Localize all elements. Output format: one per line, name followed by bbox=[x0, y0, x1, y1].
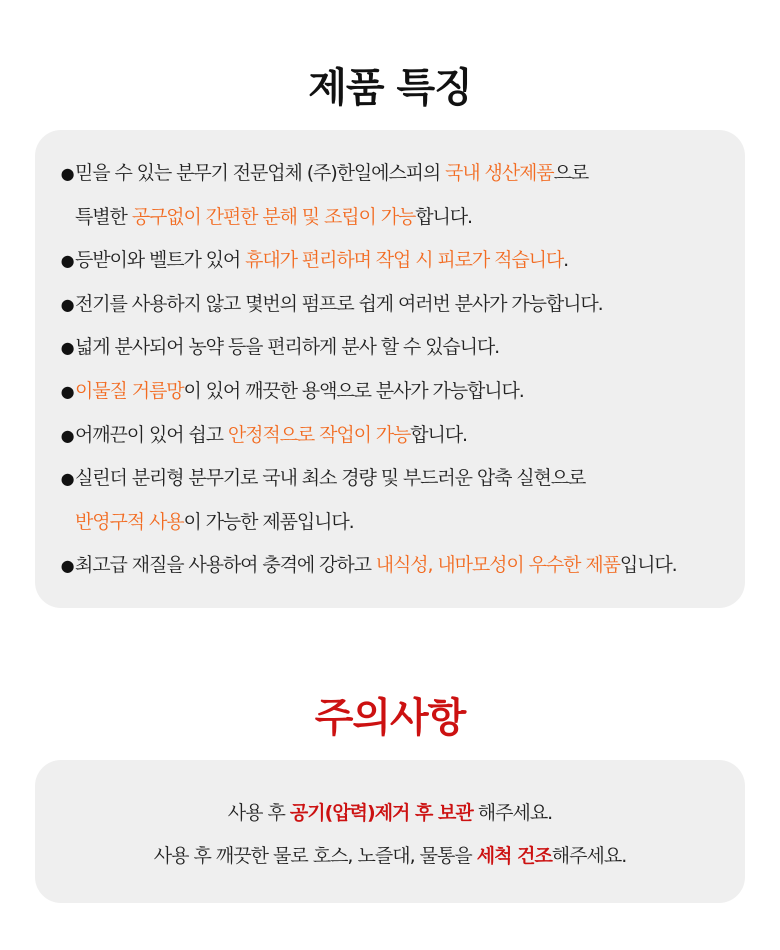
feature-text bbox=[75, 293, 603, 315]
feature-text bbox=[75, 554, 677, 576]
caution-item bbox=[35, 835, 745, 878]
text-segment: 최고급 재질을 사용하여 충격에 강하고 bbox=[75, 554, 376, 577]
feature-text bbox=[75, 424, 467, 446]
text-segment: . bbox=[563, 249, 569, 272]
feature-item-continuation bbox=[35, 501, 745, 545]
bullet-icon: ● bbox=[60, 164, 74, 183]
bullet-icon: ● bbox=[60, 294, 74, 314]
bullet-icon: ● bbox=[60, 469, 74, 489]
feature-text bbox=[75, 511, 354, 533]
text-segment: 입니다. bbox=[619, 554, 677, 577]
feature-item bbox=[35, 283, 745, 327]
text-segment: 전기를 사용하지 않고 몇번의 펌프로 쉽게 여러번 분사가 가능합니다. bbox=[75, 292, 603, 315]
feature-item bbox=[35, 152, 745, 196]
text-segment: 사용 후 bbox=[227, 802, 290, 824]
feature-text bbox=[75, 249, 568, 271]
feature-item-continuation bbox=[35, 196, 745, 240]
feature-item bbox=[35, 326, 745, 370]
features-panel bbox=[35, 130, 745, 608]
text-segment: 합니다. bbox=[410, 423, 467, 446]
highlighted-text: 국내 생산제품 bbox=[445, 162, 554, 184]
feature-item bbox=[35, 544, 745, 588]
text-segment: 해주세요. bbox=[551, 845, 627, 867]
feature-text bbox=[75, 467, 585, 489]
text-segment: 해주세요. bbox=[472, 802, 553, 824]
text-segment: 등받이와 벨트가 있어 bbox=[75, 249, 246, 272]
text-segment: 이 가능한 제품입니다. bbox=[183, 510, 354, 533]
feature-item bbox=[35, 370, 745, 414]
caution-panel bbox=[35, 760, 745, 903]
bullet-icon: ● bbox=[60, 251, 74, 271]
features-title: 제품 특징 bbox=[308, 65, 472, 111]
feature-text bbox=[75, 380, 524, 402]
highlighted-text: 세척 건조 bbox=[476, 845, 552, 867]
highlighted-text: 반영구적 사용 bbox=[75, 510, 184, 533]
highlighted-text: 이물질 거름망 bbox=[75, 379, 184, 402]
caution-title: 주의사항 bbox=[314, 695, 466, 741]
highlighted-text: 공기(압력)제거 후 보관 bbox=[289, 802, 473, 824]
text-segment: 넓게 분사되어 농약 등을 편리하게 분사 할 수 있습니다. bbox=[75, 336, 500, 359]
feature-item bbox=[35, 239, 745, 283]
feature-item bbox=[35, 414, 745, 458]
caution-item bbox=[35, 792, 745, 835]
highlighted-text: 안정적으로 작업이 가능 bbox=[227, 423, 411, 446]
text-segment: 어깨끈이 있어 쉽고 bbox=[75, 423, 228, 446]
text-segment: 이 있어 깨끗한 용액으로 분사가 가능합니다. bbox=[183, 379, 524, 402]
highlighted-text: 내식성, 내마모성이 우수한 제품 bbox=[375, 554, 620, 577]
highlighted-text: 휴대가 편리하며 작업 시 피로가 적습니다 bbox=[245, 249, 564, 272]
text-segment: 실린더 분리형 분무기로 국내 최소 경량 및 부드러운 압축 실현으로 bbox=[75, 467, 586, 490]
feature-item bbox=[35, 457, 745, 501]
bullet-icon: ● bbox=[60, 381, 74, 401]
highlighted-text: 공구없이 간편한 분해 및 조립이 가능 bbox=[131, 205, 416, 228]
feature-text bbox=[75, 162, 588, 184]
text-segment: 으로 bbox=[553, 162, 589, 184]
text-segment: 믿을 수 있는 분무기 전문업체 (주)한일에스피의 bbox=[75, 162, 446, 184]
text-segment: 특별한 bbox=[75, 205, 132, 228]
bullet-icon: ● bbox=[60, 425, 74, 445]
feature-text bbox=[75, 336, 499, 358]
feature-text bbox=[75, 206, 472, 228]
text-segment: 합니다. bbox=[415, 205, 472, 228]
text-segment: 사용 후 깨끗한 물로 호스, 노즐대, 물통을 bbox=[153, 845, 477, 867]
bullet-icon: ● bbox=[60, 556, 74, 576]
bullet-icon: ● bbox=[60, 338, 74, 358]
